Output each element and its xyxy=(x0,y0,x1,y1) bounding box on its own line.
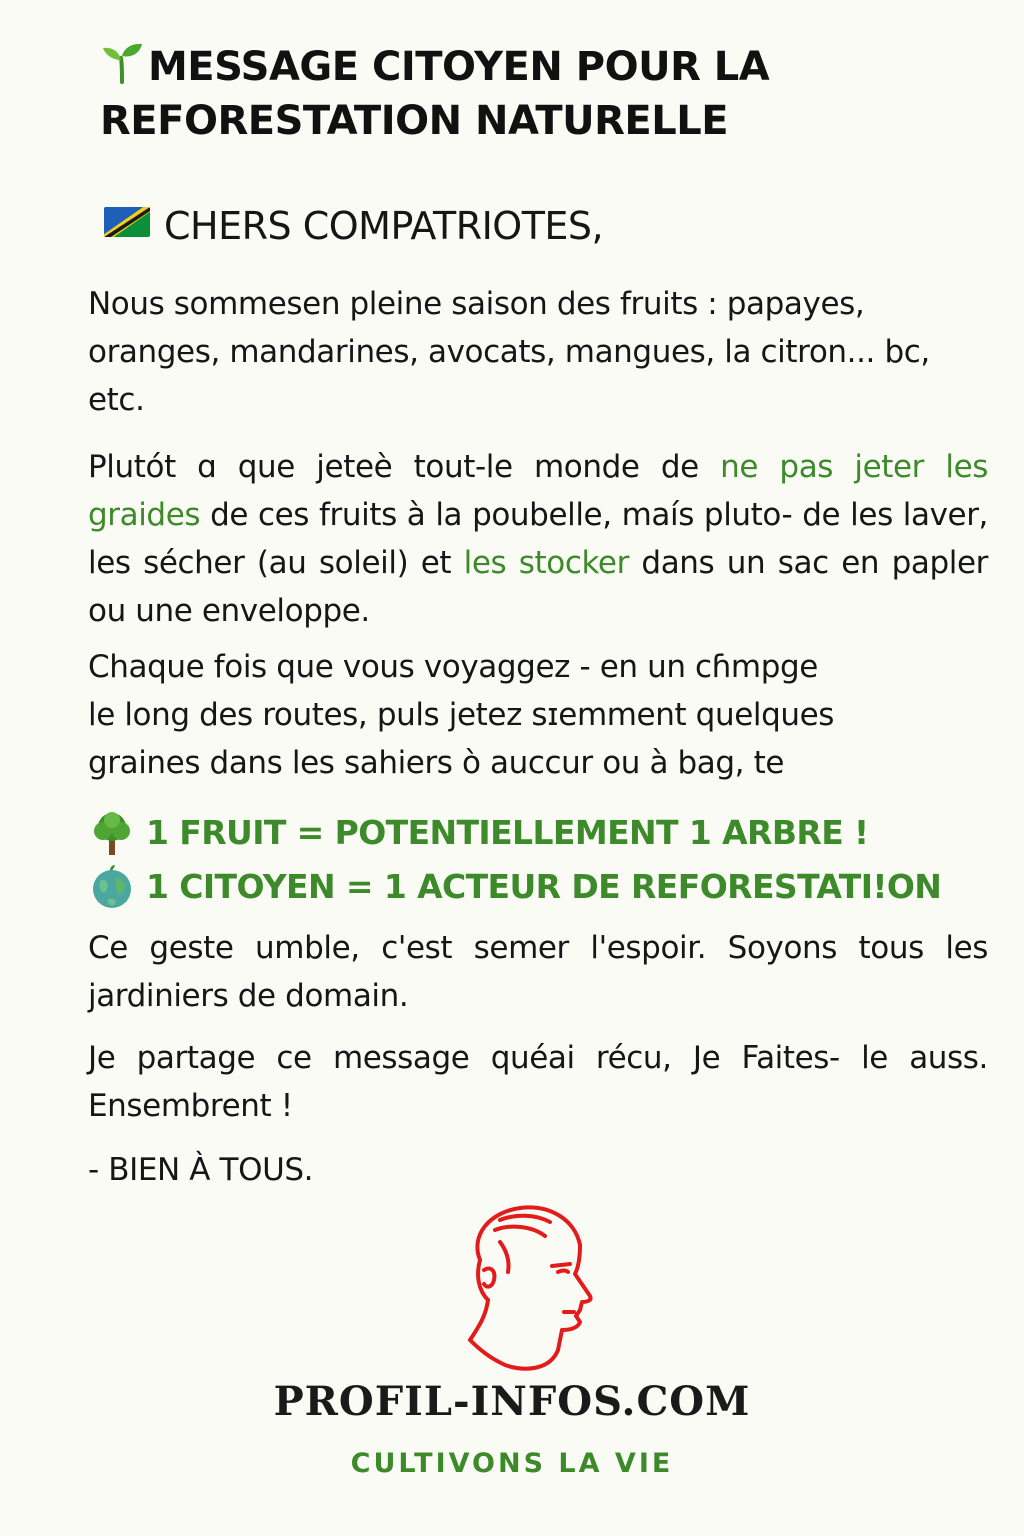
paragraph-fruit-season: Nous sommesen pleine saison des fruits : papayes, oranges, mandarines, avocats, mangues, la citron... bc, etc. xyxy=(88,286,930,418)
paragraph-travel-line2: le long des routes, puls jetez sɪemment quelques xyxy=(88,697,835,733)
title-line-1 xyxy=(100,40,980,94)
slogans xyxy=(88,806,1008,914)
brand-tagline: CULTIVONS LA VIE xyxy=(350,1448,674,1479)
greeting xyxy=(104,200,603,252)
highlight-store: les stocker xyxy=(463,545,629,581)
signoff: - BIEN À TOUS. xyxy=(88,1152,314,1188)
brand-name: PROFIL-INFOS.COM xyxy=(273,1378,751,1425)
globe-icon xyxy=(88,863,136,911)
title-text-2: REFORESTATION NATURELLE xyxy=(100,98,729,144)
paragraph-hope: Ce geste umble, c'est semer l'espoir. Soyons tous les jardiniers de domain. xyxy=(88,930,988,1014)
slogan-text-2: 1 CITOYEN = 1 ACTEUR DE REFORESTATI!ON xyxy=(146,867,942,906)
paragraph-travel xyxy=(88,643,988,787)
paragraph-seeds-part2: de ces fruits à la poubelle, maís pluto- de les laver, les sécher (au soleil) et xyxy=(88,497,988,581)
page-title xyxy=(100,40,980,148)
paragraph-travel-line3: graines dans les sahiers ò auccur ou à bag, te xyxy=(88,745,785,781)
flag-icon xyxy=(104,207,150,237)
paragraph-seeds-part3: dans un sac en papler ou une enveloppe. xyxy=(88,545,988,629)
highlight-dont-throw: ne pas jeter les graides xyxy=(88,449,989,533)
slogan-fruit-tree xyxy=(88,806,1008,860)
paragraph-seeds-part1: Plutót ɑ que jeteè tout-le monde de xyxy=(88,449,721,485)
slogan-text-1: 1 FRUIT = POTENTIELLEMENT 1 ARBRE ! xyxy=(146,813,869,852)
sprout-icon xyxy=(100,40,144,84)
title-text-1: MESSAGE CITOYEN POUR LA xyxy=(148,44,770,90)
profile-head-icon xyxy=(440,1200,610,1375)
paragraph-travel-line1: Chaque fois que vous voyaggez - en un cɦmpge xyxy=(88,649,818,685)
paragraph-seeds-advice xyxy=(88,443,988,635)
slogan-citizen xyxy=(88,860,1008,914)
tree-icon xyxy=(88,809,136,857)
greeting-text: CHERS COMPATRIOTES, xyxy=(164,204,604,248)
paragraph-share: Je partage ce message quéai récu, Je Faites- le auss. Ensembrent ! xyxy=(88,1040,988,1124)
